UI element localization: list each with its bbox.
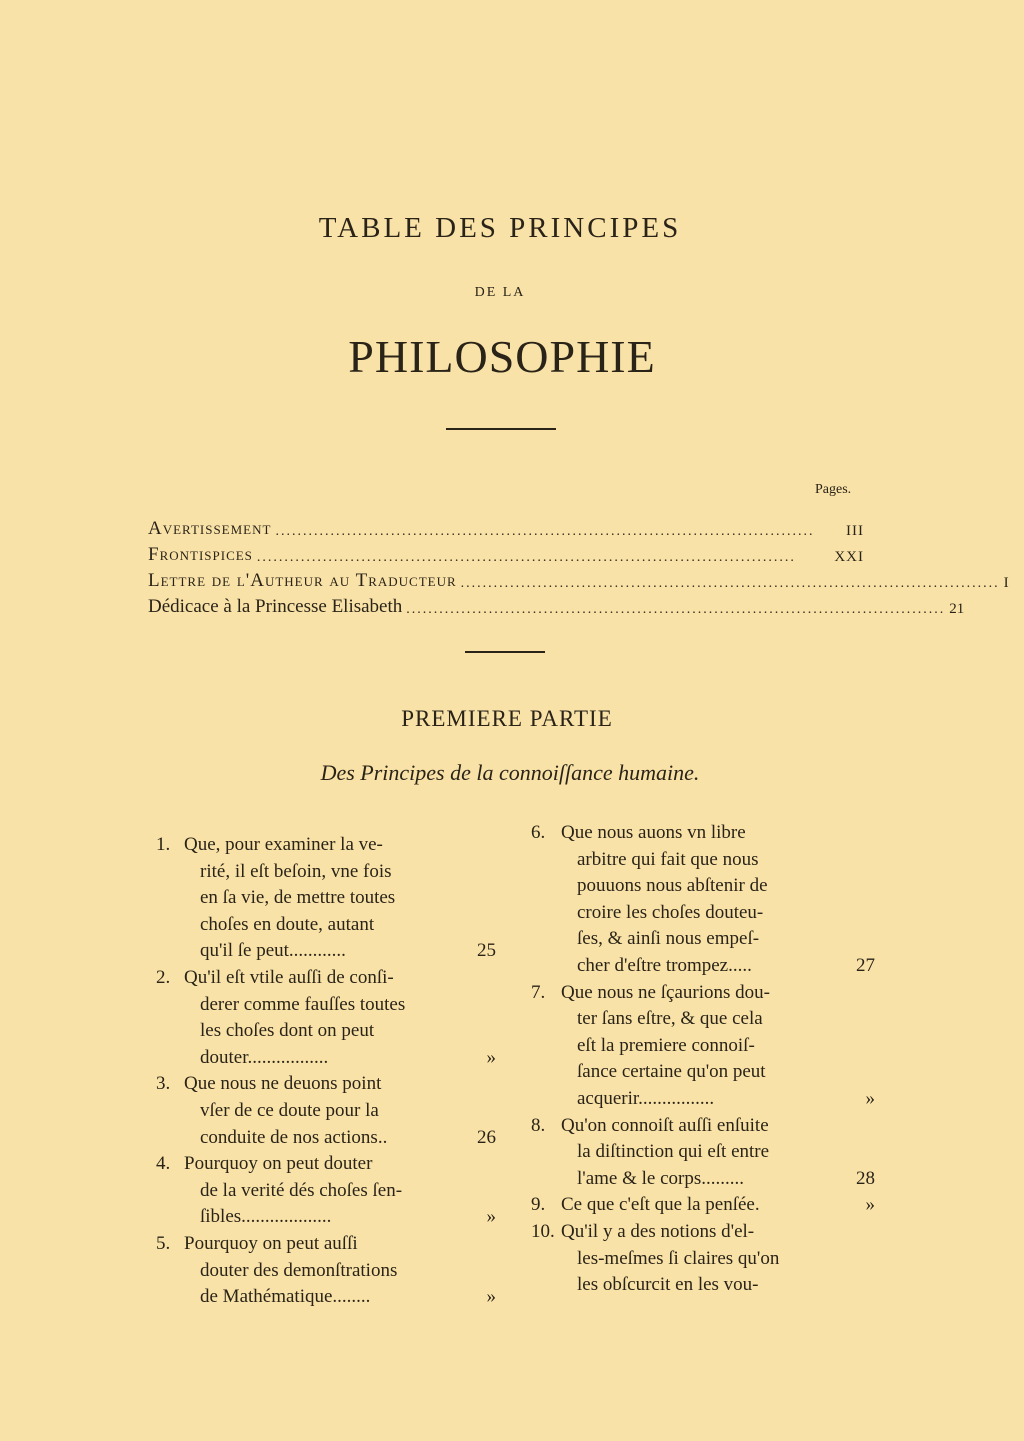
item-text: Ce que c'eſt que la penſée. (561, 1194, 760, 1216)
item-page: » (486, 1046, 496, 1068)
item-number: 1. (156, 834, 171, 855)
page-title: TABLE DES PRINCIPES (318, 212, 682, 244)
item-text: derer comme fauſſes toutes (200, 993, 406, 1015)
toc-entry (148, 514, 864, 540)
item-page: 25 (477, 940, 496, 962)
toc-item-line (525, 953, 875, 980)
item-text: cher d'eſtre trompez..... (577, 954, 752, 976)
item-text: ter ſans eſtre, & que cela (577, 1008, 763, 1030)
toc-item-line (525, 1006, 875, 1033)
pages-column-header: Pages. (815, 482, 852, 497)
toc-item-line (525, 1166, 875, 1193)
item-text: choſes en doute, autant (200, 913, 375, 935)
leader-dots: .................................................................................................. (406, 602, 946, 617)
toc-item (525, 980, 875, 1113)
item-text: vſer de ce doute pour la (200, 1099, 379, 1121)
item-text: Que, pour examiner la ve- (184, 834, 383, 855)
toc-item-line (525, 1219, 875, 1246)
toc-item (525, 820, 875, 980)
toc-item-line (150, 1231, 500, 1258)
item-text: les obſcurcit en les vou- (577, 1274, 759, 1296)
toc-item-line (525, 1192, 875, 1219)
toc-item-line (150, 1151, 500, 1178)
toc-item (150, 1231, 500, 1311)
item-text: rité, il eſt beſoin, vne fois (200, 860, 392, 882)
toc-item-line (525, 926, 875, 953)
toc-item-line (150, 912, 500, 939)
item-text: en ſa vie, de mettre toutes (200, 887, 396, 909)
item-text: la diſtinction qui eſt entre (577, 1141, 770, 1163)
toc-entry (148, 592, 965, 618)
toc-entry-page: 21 (949, 601, 965, 617)
toc-item-line (150, 1071, 500, 1098)
toc-item-line (525, 1033, 875, 1060)
item-text: Que nous ne deuons point (184, 1073, 382, 1095)
part-subtitle: Des Principes de la connoiſſance humaine. (320, 760, 700, 785)
toc-item-line (150, 1258, 500, 1285)
item-text: Que nous ne ſçaurions dou- (561, 981, 770, 1003)
toc-item-line (525, 980, 875, 1007)
item-text: de la verité dés choſes ſen- (200, 1179, 403, 1201)
toc-item-line (150, 1045, 500, 1072)
toc-entry-page: I (1003, 575, 1010, 591)
item-text: l'ame & le corps......... (577, 1167, 744, 1189)
item-number: 3. (156, 1073, 171, 1095)
toc-item (525, 1113, 875, 1193)
toc-entry-page: XXI (834, 549, 864, 565)
left-column (150, 832, 500, 1311)
toc-item-line (525, 1246, 875, 1273)
item-text: ſibles................... (200, 1206, 332, 1228)
toc-item (525, 1219, 875, 1299)
toc-item-line (525, 1113, 875, 1140)
leader-dots: .................................................................................................. (460, 576, 1000, 591)
toc-entry (148, 540, 864, 566)
item-text: douter des demonſtrations (200, 1259, 398, 1281)
divider-middle (465, 651, 545, 653)
item-page: 28 (856, 1167, 875, 1189)
item-number: 4. (156, 1153, 171, 1175)
item-text: douter................. (200, 1046, 329, 1068)
page-subtitle: DE LA (474, 285, 526, 300)
item-page: » (865, 1194, 875, 1216)
leader-dots: .................................................................................................. (256, 550, 796, 565)
item-page: » (486, 1286, 496, 1308)
toc-item (150, 1071, 500, 1151)
item-page: » (865, 1087, 875, 1109)
toc-item-line (150, 885, 500, 912)
item-number: 8. (531, 1114, 546, 1136)
toc-item (525, 1192, 875, 1219)
item-text: qu'il ſe peut............ (200, 940, 346, 962)
item-text: ſance certaine qu'on peut (577, 1061, 766, 1083)
toc-item-line (525, 1139, 875, 1166)
toc-entry-label: Lettre de l'Autheur au Traducteur (148, 570, 457, 591)
toc-item-line (525, 1272, 875, 1299)
item-number: 5. (156, 1232, 171, 1254)
item-text: ſes, & ainſi nous empeſ- (577, 928, 760, 950)
toc-entry-page: III (846, 523, 864, 539)
toc-item (150, 832, 500, 965)
item-text: Pourquoy on peut auſſi (184, 1232, 358, 1254)
item-text: Que nous auons vn libre (561, 822, 746, 843)
item-page: 26 (477, 1126, 496, 1148)
item-text: Qu'il y a des notions d'el- (561, 1220, 755, 1242)
item-text: acquerir................ (577, 1087, 715, 1109)
toc-item-line (150, 859, 500, 886)
item-number: 2. (156, 966, 171, 988)
toc-entry-label: Frontispices (148, 544, 253, 565)
item-text: de Mathématique........ (200, 1286, 371, 1308)
item-text: Pourquoy on peut douter (184, 1153, 373, 1175)
part-title: PREMIERE PARTIE (401, 706, 613, 731)
right-column (525, 820, 875, 1299)
toc-item-line (525, 873, 875, 900)
toc-entry-label: Avertissement (148, 518, 272, 539)
item-number: 6. (531, 822, 546, 843)
toc-item-line (525, 820, 875, 847)
item-text: pouuons nous abſtenir de (577, 875, 768, 897)
item-text: arbitre qui fait que nous (577, 848, 759, 870)
item-page: 27 (856, 954, 875, 976)
item-text: croire les choſes douteu- (577, 901, 764, 923)
item-text: les-meſmes ſi claires qu'on (577, 1247, 780, 1269)
item-page: » (486, 1206, 496, 1228)
toc-entry (148, 566, 1010, 592)
toc-item-line (150, 1204, 500, 1231)
toc-item-line (150, 1018, 500, 1045)
toc-item-line (150, 1125, 500, 1152)
toc-item-line (150, 1284, 500, 1311)
toc-item-line (525, 900, 875, 927)
main-title: PHILOSOPHIE (348, 331, 656, 382)
toc-item-line (525, 1059, 875, 1086)
item-text: Qu'on connoiſt auſſi enſuite (561, 1114, 769, 1136)
toc-item-line (150, 965, 500, 992)
item-number: 9. (531, 1194, 546, 1216)
leader-dots: .................................................................................................. (275, 524, 815, 539)
toc-item-line (150, 938, 500, 965)
toc-item (150, 965, 500, 1071)
item-number: 10. (531, 1220, 555, 1242)
toc-item-line (525, 1086, 875, 1113)
toc-item (150, 1151, 500, 1231)
item-number: 7. (531, 981, 546, 1003)
toc-item-line (525, 847, 875, 874)
toc-item-line (150, 992, 500, 1019)
toc-item-line (150, 1098, 500, 1125)
item-text: eſt la premiere connoiſ- (577, 1034, 755, 1056)
toc-item-line (150, 1178, 500, 1205)
item-text: Qu'il eſt vtile auſſi de conſi- (184, 966, 394, 988)
toc-entry-label: Dédicace à la Princesse Elisabeth (148, 596, 403, 617)
toc-item-line (150, 832, 500, 859)
divider-top (446, 428, 556, 430)
item-text: conduite de nos actions.. (200, 1126, 388, 1148)
item-text: les choſes dont on peut (200, 1020, 375, 1042)
